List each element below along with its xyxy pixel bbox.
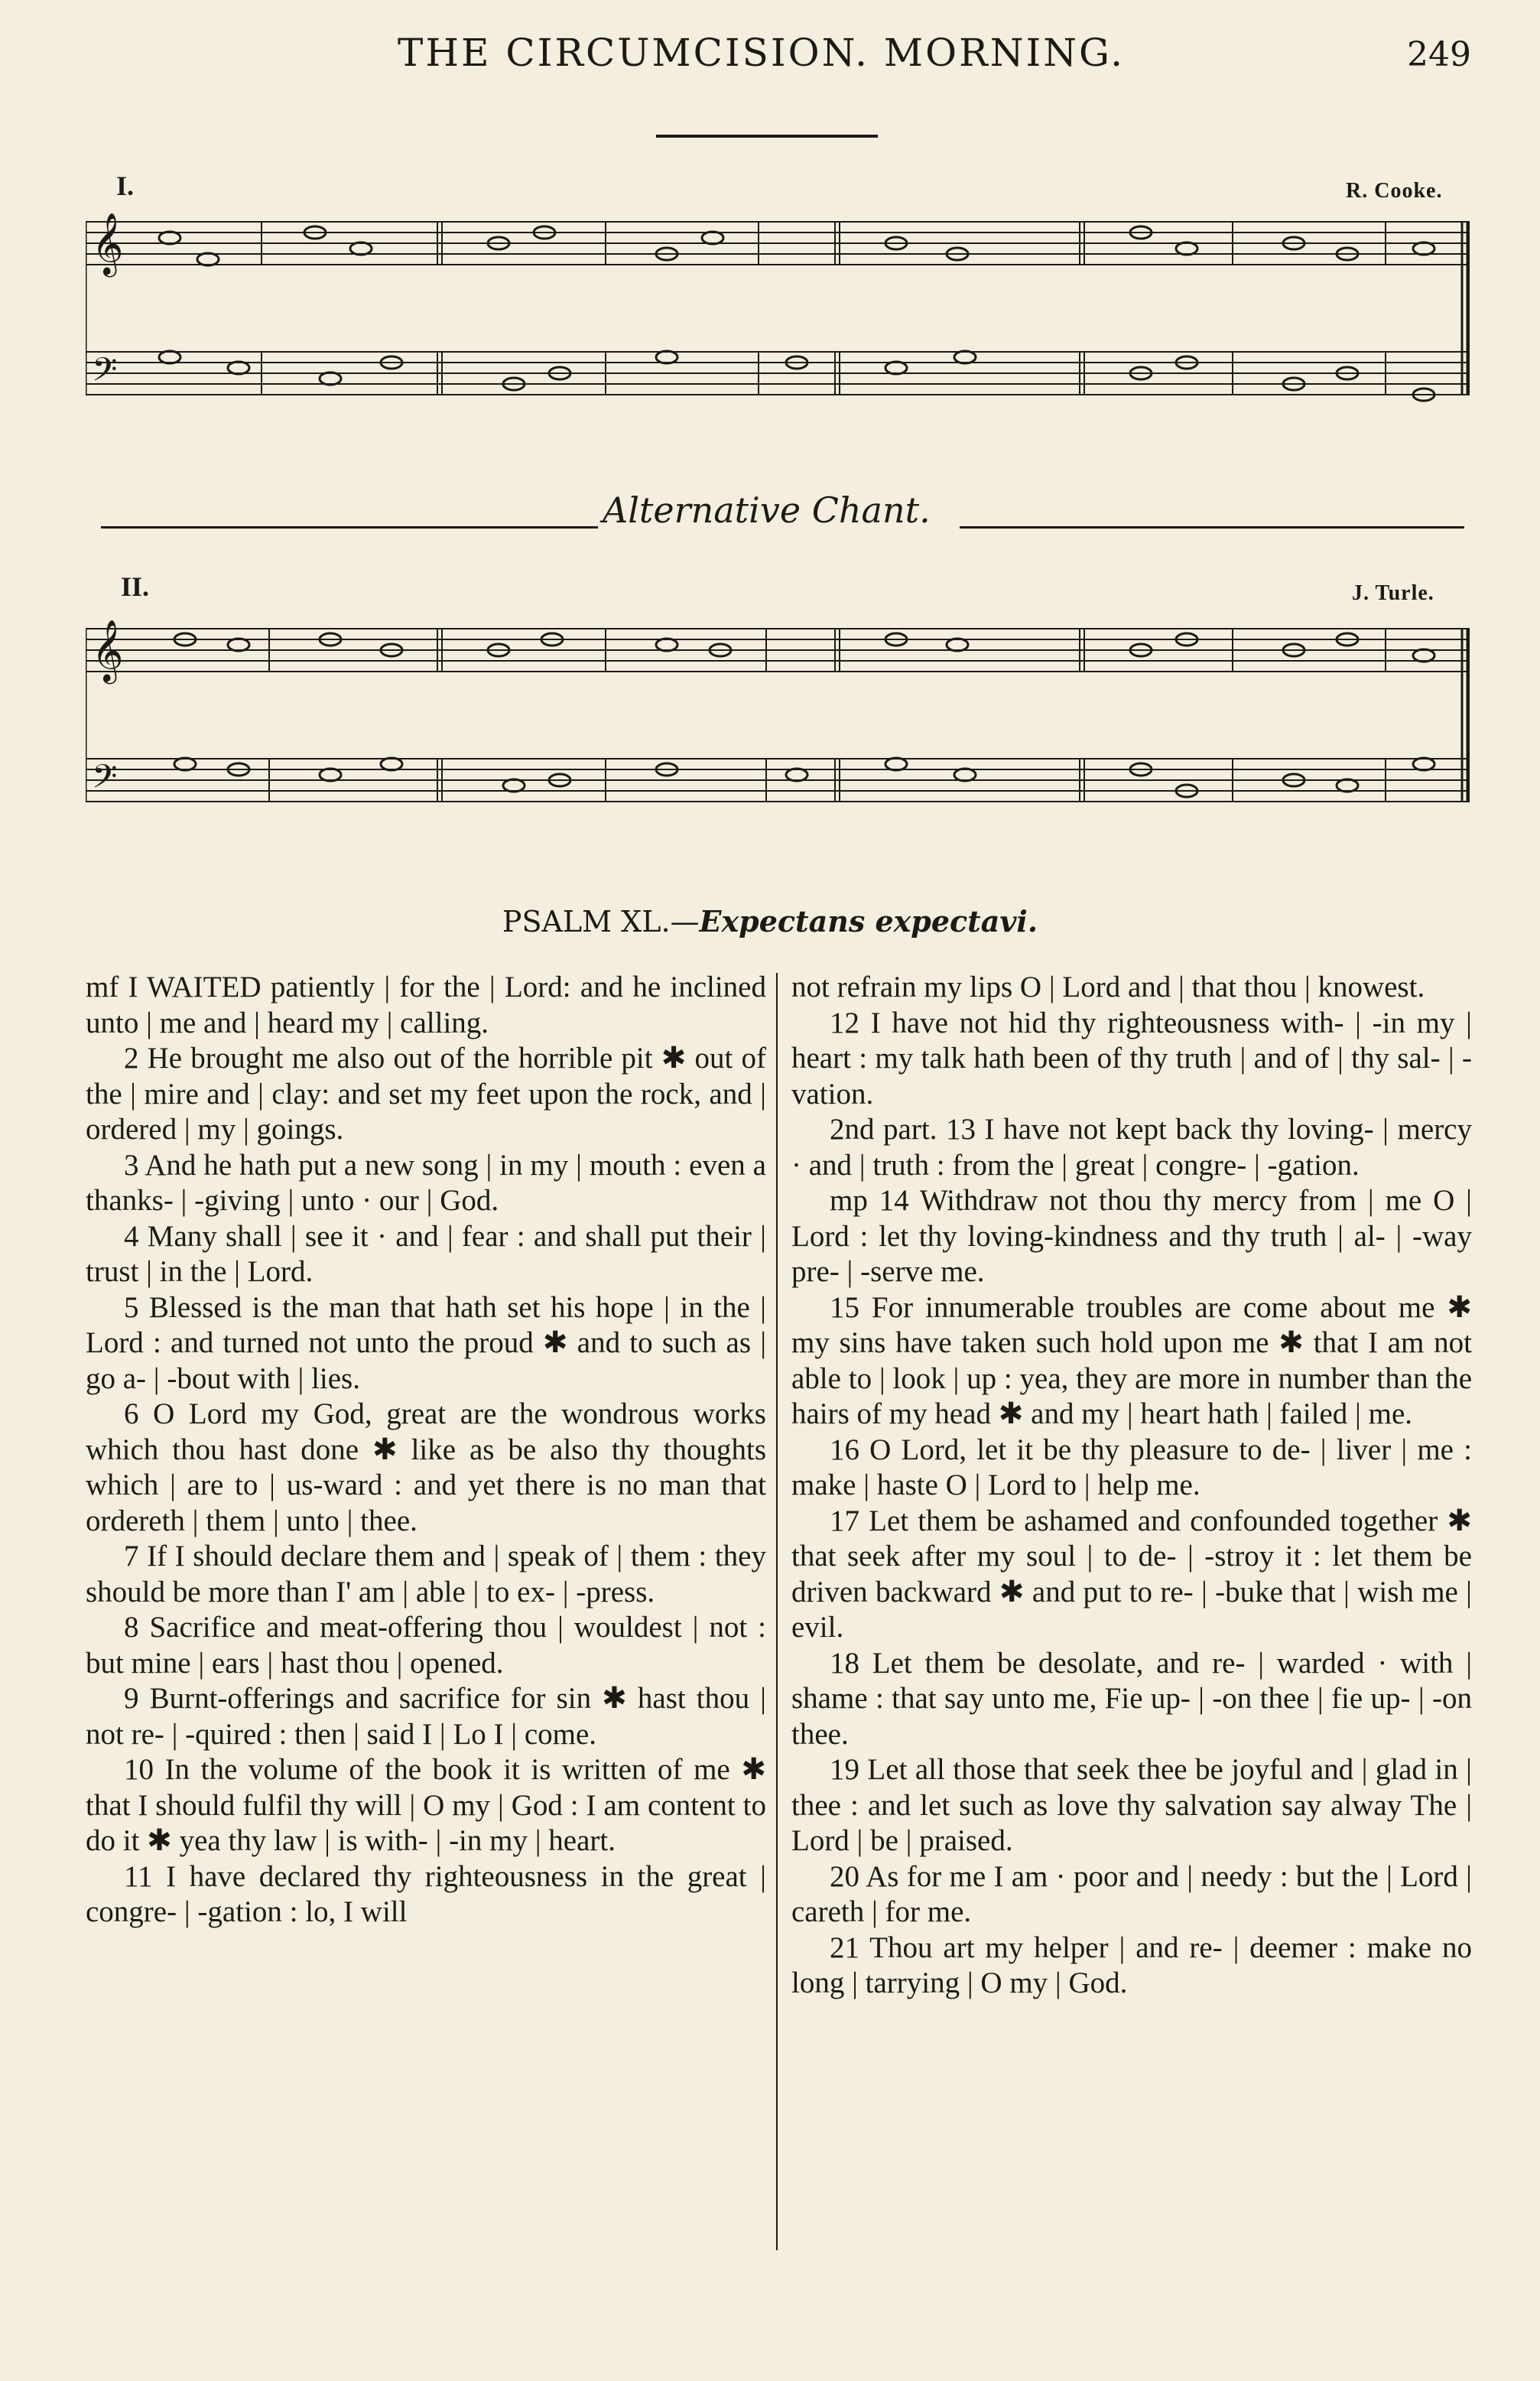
psalm-title: PSALM XL.— — [502, 905, 700, 938]
column-divider — [776, 973, 778, 2250]
verse-7: 7 If I should declare them and | speak of | them : they should be more than I' am | able | to ex- | -press. — [86, 1540, 766, 1608]
verse-21: 21 Thou art my helper | and re- | deemer : make no long | tarrying | O my | God. — [791, 1930, 1472, 1999]
treble-clef-icon: 𝄞 — [92, 619, 124, 681]
verse-8: 8 Sacrifice and meat-offering thou | wouldest | not : but mine | ears | hast thou | opened. — [86, 1611, 766, 1680]
verse-1: mf I WAITED patiently | for the | Lord: and he inclined unto | me and | heard my | calling. — [86, 971, 766, 1039]
verse-12: 12 I have not hid thy righteousness with- | -in my | heart : my talk hath been of thy truth | and of | thy sal- | -vation. — [791, 1006, 1472, 1111]
verse-3: 3 And he hath put a new song | in my | mouth : even a thanks- | -giving | unto · our | God. — [86, 1148, 766, 1217]
verse-5: 5 Blessed is the man that hath set his hope | in the | Lord : and turned not unto the proud ✱ and to such as | go a- | -bout with | lies. — [86, 1290, 766, 1395]
chant-1-score — [86, 199, 1470, 421]
verse-11-start: 11 I have declared thy righteousness in the great | congre- | -gation : lo, I will — [86, 1859, 766, 1928]
verse-2: 2 He brought me also out of the horrible pit ✱ out of the | mire and | clay: and set my feet upon the rock, and | ordered | my | goings. — [86, 1042, 766, 1146]
header-rule — [656, 135, 878, 138]
verse-15: 15 For innumerable troubles are come about me ✱ my sins have taken such hold upon me ✱ that I am not able to | look | up : yea, they are more in number than the hairs of my head ✱ and my | heart hath | failed | me. — [791, 1290, 1472, 1430]
verse-20: 20 As for me I am · poor and | needy : but the | Lord | careth | for me. — [791, 1859, 1472, 1928]
chant-1-composer: R. Cooke. — [1346, 179, 1443, 203]
chant-1-numeral: I. — [116, 171, 135, 201]
psalm-right-column — [791, 970, 1472, 2002]
verse-11-end: not refrain my lips O | Lord and | that thou | knowest. — [791, 971, 1425, 1003]
chant-2-composer: J. Turle. — [1352, 581, 1434, 605]
treble-clef-icon: 𝄞 — [92, 212, 124, 275]
chant-2-score — [86, 606, 1470, 828]
alt-rule-left — [101, 526, 598, 529]
psalm-latin-title: Expectans expectavi. — [699, 904, 1038, 938]
bass-clef-icon: 𝄢 — [92, 351, 118, 397]
page-header — [0, 31, 1540, 92]
bass-clef-icon: 𝄢 — [92, 758, 118, 804]
chant-2-numeral: II. — [121, 571, 150, 602]
verse-19: 19 Let all those that seek thee be joyful and | glad in | thee : and let such as love thy salvation say alway The | Lord | be | praised. — [791, 1753, 1472, 1857]
verse-17: 17 Let them be ashamed and confounded together ✱ that seek after my soul | to de- | -stroy it : let them be driven backward ✱ and put to re- | -buke that | wish me | evil. — [791, 1504, 1472, 1644]
psalm-left-column — [86, 970, 766, 1930]
verse-18: 18 Let them be desolate, and re- | warded · with | shame : that say unto me, Fie up- | -on thee | fie up- | -on thee. — [791, 1646, 1472, 1751]
running-title: THE CIRCUMCISION. MORNING. — [398, 31, 1126, 75]
verse-6: 6 O Lord my God, great are the wondrous works which thou hast done ✱ like as be also thy thoughts which | are to | us-ward : and yet there is no man that ordereth | them | unto | thee. — [86, 1397, 766, 1537]
page-number: 249 — [1407, 35, 1471, 74]
alt-rule-right — [960, 526, 1464, 529]
alternative-chant-title: Alternative Chant. — [603, 490, 931, 531]
psalm-heading — [0, 904, 1540, 938]
verse-16: 16 O Lord, let it be thy pleasure to de- | liver | me : make | haste O | Lord to | help me. — [791, 1433, 1472, 1501]
verse-9: 9 Burnt-offerings and sacrifice for sin ✱ hast thou | not re- | -quired : then | said I | Lo I | come. — [86, 1682, 766, 1751]
verse-10: 10 In the volume of the book it is written of me ✱ that I should fulfil thy will | O my | God : I am content to do it ✱ yea thy law | is with- | -in my | heart. — [86, 1753, 766, 1857]
verse-13: 2nd part. 13 I have not kept back thy loving- | mercy · and | truth : from the | great | congre- | -gation. — [791, 1113, 1472, 1182]
verse-4: 4 Many shall | see it · and | fear : and shall put their | trust | in the | Lord. — [86, 1219, 766, 1288]
verse-14: mp 14 Withdraw not thou thy mercy from | me O | Lord : let thy loving-kindness and thy truth | al- | -way pre- | -serve me. — [791, 1184, 1472, 1288]
